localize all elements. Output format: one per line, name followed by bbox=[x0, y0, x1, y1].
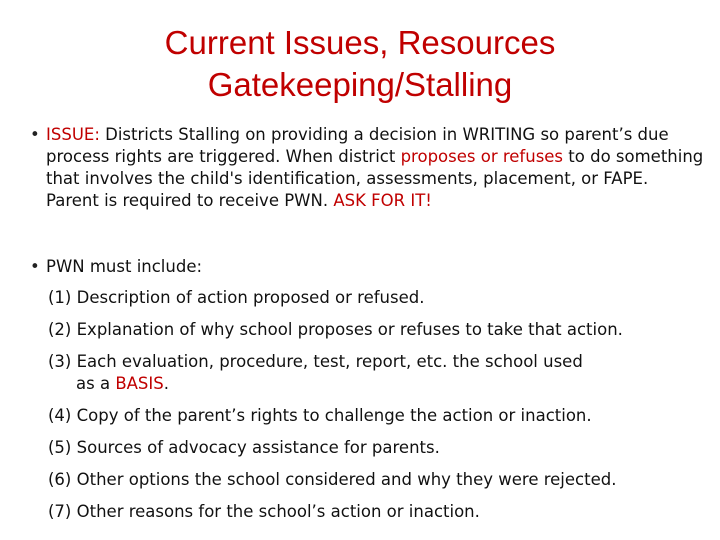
issue-highlight-proposes: proposes or refuses bbox=[400, 147, 564, 166]
bullet-issue bbox=[30, 124, 710, 212]
bullet-dot: • bbox=[30, 257, 40, 276]
bullet-issue-text bbox=[46, 124, 710, 212]
list-item bbox=[48, 287, 716, 309]
slide-title bbox=[0, 22, 720, 106]
issue-text-1: Districts Stalling on providing a decision in WRITING so parent’s due process rights are triggered. When district bbox=[46, 125, 669, 166]
title-line-1: Current Issues, Resources bbox=[164, 24, 556, 61]
list-item bbox=[48, 405, 716, 427]
pwn-requirements-list bbox=[48, 287, 716, 533]
item-text: Sources of advocacy assistance for parents. bbox=[76, 438, 440, 457]
item-cont-text: as a bbox=[76, 374, 116, 393]
bullet-pwn bbox=[30, 256, 710, 278]
issue-text-2: to do something that involves the child's identification, assessments, placement, or FAPE. bbox=[46, 147, 704, 188]
list-item bbox=[48, 351, 716, 395]
item-continuation bbox=[48, 373, 716, 395]
item-text: Other reasons for the school’s action or inaction. bbox=[76, 502, 480, 521]
item-number: (3) bbox=[48, 352, 72, 371]
item-number: (6) bbox=[48, 470, 72, 489]
bullet-dot: • bbox=[30, 125, 40, 144]
issue-label: ISSUE: bbox=[46, 125, 100, 144]
item-cont-end: . bbox=[163, 374, 169, 393]
bullet-pwn-text: PWN must include: bbox=[46, 257, 203, 276]
item-text: Copy of the parent’s rights to challenge the action or inaction. bbox=[76, 406, 592, 425]
item-number: (1) bbox=[48, 288, 72, 307]
basis-highlight: BASIS bbox=[115, 374, 164, 393]
item-number: (5) bbox=[48, 438, 72, 457]
list-item bbox=[48, 501, 716, 523]
item-text: Explanation of why school proposes or refuses to take that action. bbox=[76, 320, 623, 339]
list-item bbox=[48, 319, 716, 341]
item-number: (2) bbox=[48, 320, 72, 339]
item-number: (4) bbox=[48, 406, 72, 425]
item-text: Each evaluation, procedure, test, report, etc. the school used bbox=[76, 352, 583, 371]
item-text: Description of action proposed or refused. bbox=[76, 288, 425, 307]
issue-text-3: Parent is required to receive PWN. bbox=[46, 191, 334, 210]
item-number: (7) bbox=[48, 502, 72, 521]
item-text: Other options the school considered and why they were rejected. bbox=[76, 470, 617, 489]
list-item bbox=[48, 437, 716, 459]
list-item bbox=[48, 469, 716, 491]
title-line-2: Gatekeeping/Stalling bbox=[207, 66, 513, 103]
issue-highlight-ask: ASK FOR IT! bbox=[333, 191, 432, 210]
